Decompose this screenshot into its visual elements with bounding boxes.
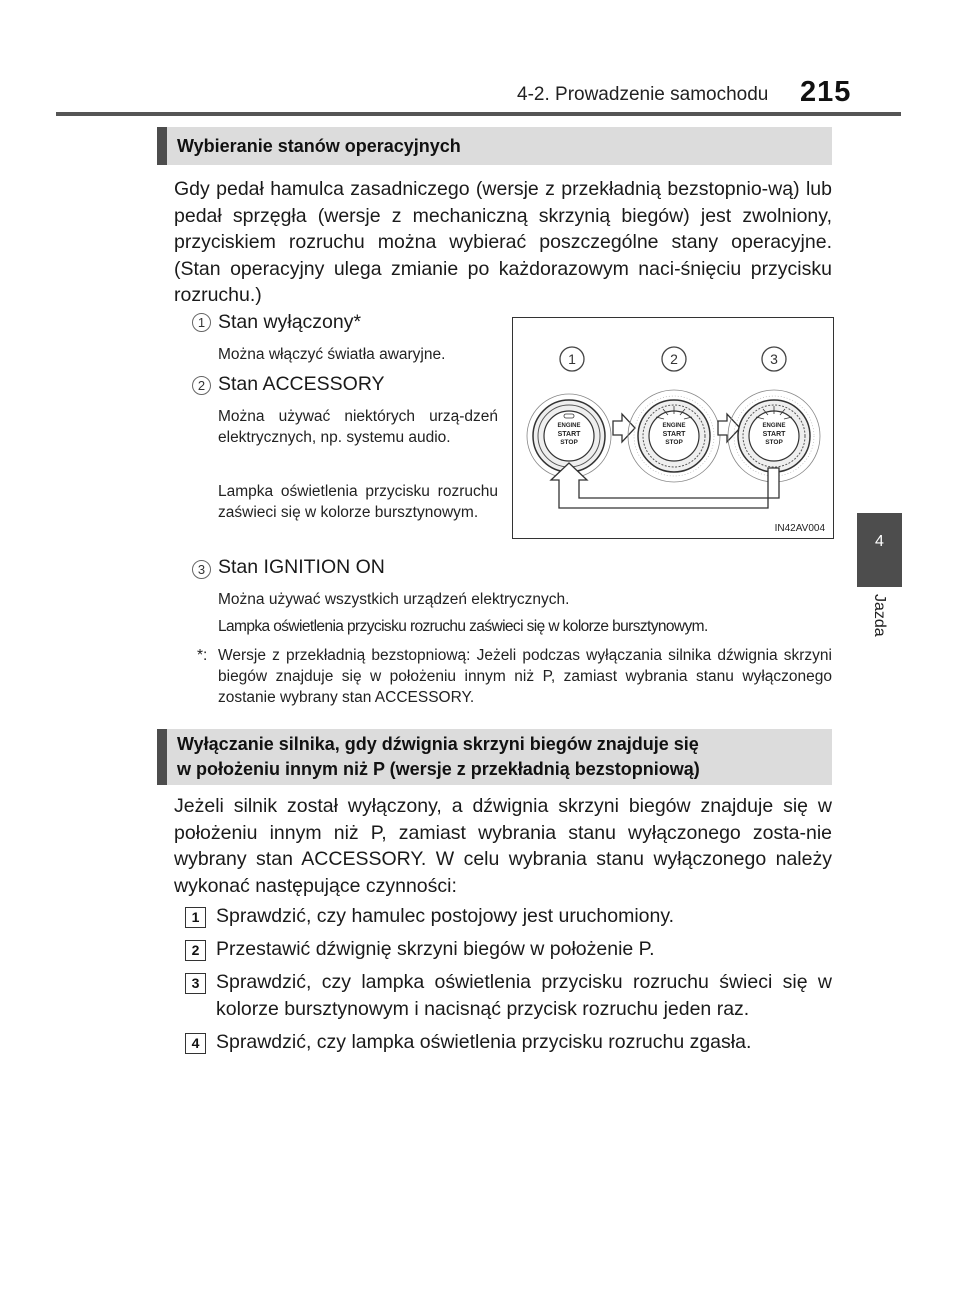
section-heading-line: w położeniu innym niż P (wersje z przekładnią bezstopniową) [177,759,700,779]
section2-paragraph: Jeżeli silnik został wyłączony, a dźwignia skrzyni biegów znajduje się w położeniu innym niż P, zamiast wybrania stanu wyłączonego zosta-nie wybrany stan ACCESSORY. W celu wybrania stanu wyłączonego należy wykonać następujące czynności: [174,795,832,897]
diagram-label: 2 [670,351,678,367]
svg-text:STOP: STOP [560,439,578,446]
section-heading-engine-off-not-p [157,729,832,785]
diagram-svg [513,318,835,540]
item-title: Stan IGNITION ON [218,556,385,578]
item-number-badge: 3 [192,560,211,579]
page-number: 215 [800,76,852,108]
item-title: Stan ACCESSORY [218,373,385,395]
step-number-badge: 3 [185,973,206,994]
footnote-mark: *: [197,647,208,664]
intro-paragraph: Gdy pedał hamulca zasadniczego (wersje z przekładnią bezstopnio-wą) lub pedał sprzęgła (wersje z mechaniczną skrzynią biegów) jest zwolniony, przyciskiem rozruchu można wybierać poszczególne stany operacyjne. (Stan operacyjny ulega zmianie po każdorazowym naci-śnięciu przycisku rozruchu.) [174,178,832,306]
chapter-tab-label: Jazda [871,594,888,637]
section-heading-text: Wybieranie stanów operacyjnych [177,135,461,156]
svg-text:START: START [557,431,581,438]
chapter-tab-number: 4 [875,533,884,550]
step-text: Sprawdzić, czy lampka oświetlenia przycisku rozruchu świeci się w kolorze bursztynowym i nacisnąć przycisk rozruchu jeden raz. [216,971,832,1020]
step-number-badge: 2 [185,940,206,961]
step-text: Sprawdzić, czy lampka oświetlenia przycisku rozruchu zgasła. [216,1031,752,1053]
step-text: Sprawdzić, czy hamulec postojowy jest uruchomiony. [216,905,675,927]
diagram-label: 1 [568,351,576,367]
step-number-badge: 1 [185,907,206,928]
svg-text:ENGINE: ENGINE [557,423,581,429]
svg-text:STOP: STOP [665,439,683,446]
svg-text:ENGINE: ENGINE [662,423,686,429]
section-heading-line: Wyłączanie silnika, gdy dźwignia skrzyni biegów znajduje się [177,734,699,754]
footnote-text: Wersje z przekładnią bezstopniową: Jeżeli podczas wyłączania silnika dźwignia skrzyni biegów znajduje się w położeniu innym niż P, zamiast wybrania stanu wyłączonego zostanie wybrany stan ACCESSORY. [218,647,832,706]
start-button-diagram [512,317,834,539]
svg-text:START: START [662,431,686,438]
svg-text:STOP: STOP [765,439,783,446]
item-note: Lampka oświetlenia przycisku rozruchu zaświeci się w kolorze bursztynowym. [218,618,708,635]
start-button-accessory [628,390,720,482]
diagram-label: 3 [770,351,778,367]
svg-text:START: START [762,431,786,438]
step-number-badge: 4 [185,1033,206,1054]
item-number-badge: 2 [192,376,211,395]
figure-code: IN42AV004 [774,523,825,534]
header-rule [56,112,901,116]
item-note: Można używać wszystkich urządzeń elektrycznych. [218,591,570,608]
step-text: Przestawić dźwignię skrzyni biegów w położenie P. [216,938,655,960]
item-note: Można używać niektórych urzą-dzeń elektrycznych, np. systemu audio. [218,408,498,446]
item-note: Można włączyć światła awaryjne. [218,346,446,363]
svg-text:ENGINE: ENGINE [762,423,786,429]
diagram-label-circles [560,347,786,371]
item-number-badge: 1 [192,313,211,332]
section-heading-operating-modes [157,127,832,165]
item-note: Lampka oświetlenia przycisku rozruchu zaświeci się w kolorze bursztynowym. [218,483,498,521]
item-title: Stan wyłączony* [218,311,362,333]
header-section-title: 4-2. Prowadzenie samochodu [517,84,769,105]
